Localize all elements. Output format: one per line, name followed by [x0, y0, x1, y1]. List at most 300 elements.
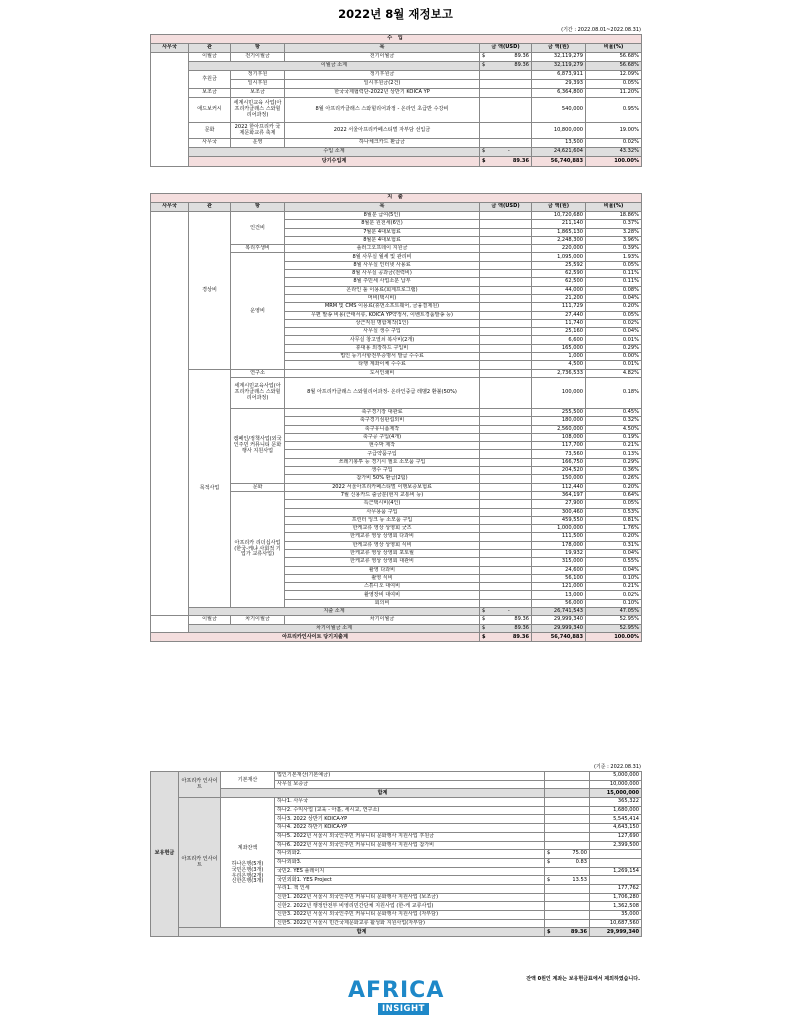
- income-won: 13,500: [532, 139, 586, 148]
- expense-hang: 문화: [231, 483, 285, 491]
- income-pct: 0.95%: [586, 98, 642, 123]
- expense-won: 29,999,340: [532, 616, 586, 624]
- logo-sub: INSIGHT: [378, 1003, 429, 1015]
- holdings-account-amt: [590, 876, 642, 885]
- holdings-account: 하나외화2.: [275, 850, 545, 859]
- expense-mok: 구급약품구입: [285, 450, 480, 458]
- income-total-usd: 89.36: [487, 157, 532, 167]
- holdings-usd: [545, 789, 590, 798]
- expense-won: 6,600: [532, 336, 586, 344]
- expense-mok: 8월 사무실 공과금(전력비): [285, 270, 480, 278]
- expense-won: 2,248,300: [532, 236, 586, 244]
- income-mok: 전기이월금: [285, 53, 480, 62]
- expense-usd: [480, 336, 532, 344]
- expense-won: 112,440: [532, 483, 586, 491]
- expense-office-cell: [151, 212, 189, 616]
- expense-pct: 0.21%: [586, 583, 642, 591]
- expense-won: 150,000: [532, 475, 586, 483]
- carry-subtotal-label: 차기이월금 소계: [189, 624, 480, 632]
- expense-pct: 0.18%: [586, 377, 642, 408]
- expense-mok: 한케교류 영상 상영회 대관비: [285, 558, 480, 566]
- holdings-amt: 10,000,000: [590, 780, 642, 789]
- expense-pct: 0.36%: [586, 467, 642, 475]
- expense-pct: 0.02%: [586, 591, 642, 599]
- income-section-title: 수 입: [151, 35, 642, 44]
- expense-mok: 온라인 툴 이용료(회계프로그램): [285, 286, 480, 294]
- expense-usd: [480, 286, 532, 294]
- currency-symbol: $: [545, 928, 552, 937]
- income-mok: 8월 아프리카클래스 스와힐리어과정 - 온라인 초급반 수강비: [285, 98, 480, 123]
- holdings-account-usd: [545, 902, 590, 911]
- expense-pct: 0.53%: [586, 508, 642, 516]
- expense-usd: [480, 583, 532, 591]
- expense-usd: [480, 245, 532, 253]
- expense-pct: 0.39%: [586, 245, 642, 253]
- expense-pct: 0.05%: [586, 261, 642, 269]
- expense-won: 11,740: [532, 319, 586, 327]
- holdings-account: 하나1. 사무국: [275, 798, 545, 807]
- income-hang: 정기후원: [231, 71, 285, 80]
- expense-mok: 촬영 식비: [285, 574, 480, 582]
- expense-usd: [480, 599, 532, 607]
- expense-pct: 0.55%: [586, 558, 642, 566]
- expense-won: 1,000: [532, 353, 586, 361]
- expense-won: 1,865,130: [532, 228, 586, 236]
- expense-won: 121,000: [532, 583, 586, 591]
- expense-pct: 0.10%: [586, 599, 642, 607]
- expense-pct: 0.01%: [586, 336, 642, 344]
- holdings-account-usd: 13.53: [552, 876, 590, 885]
- expense-won: 111,500: [532, 533, 586, 541]
- holdings-account: 하나3. 2022 상반기 KOICA-YP: [275, 815, 545, 824]
- expense-mok: 7월분 4대보험료: [285, 228, 480, 236]
- currency-symbol: $: [480, 616, 487, 624]
- expense-mok: 타행 계좌이체 수수료: [285, 361, 480, 369]
- expense-mok: 생수 구입: [285, 467, 480, 475]
- holdings-usd: [545, 772, 590, 781]
- expense-usd: [480, 369, 532, 377]
- holdings-org: 아프리카 인사이트: [179, 798, 221, 928]
- holdings-account-amt: 5,545,414: [590, 815, 642, 824]
- holdings-total-amt: 29,999,340: [590, 928, 642, 937]
- col-gwan: 관: [189, 203, 231, 212]
- income-subtotal-label: 수입 소계: [189, 148, 480, 157]
- income-gwan: 사무국: [189, 139, 231, 148]
- holdings-table: [150, 771, 642, 937]
- expense-usd: [480, 328, 532, 336]
- income-mok: 한국국제협력단-2022년 상반기 KOICA YP: [285, 89, 480, 98]
- report-period: (기간 : 2022.08.01~2022.08.31): [561, 27, 641, 33]
- holdings-total-label: 합계: [179, 928, 545, 937]
- expense-mok: 사무실 생수 구입: [285, 328, 480, 336]
- holdings-usd: [545, 780, 590, 789]
- expense-won: 62,500: [532, 278, 586, 286]
- expense-pct: 1.76%: [586, 525, 642, 533]
- expense-table: [150, 193, 642, 642]
- expense-mok: 축구경기장 대관료: [285, 408, 480, 416]
- col-hang: 항: [231, 44, 285, 53]
- expense-usd: [480, 442, 532, 450]
- expense-usd: [480, 319, 532, 327]
- col-won: 금 액(원): [532, 203, 586, 212]
- expense-pct: 0.11%: [586, 270, 642, 278]
- expense-won: 13,000: [532, 591, 586, 599]
- expense-won: 180,000: [532, 417, 586, 425]
- income-carry-subtotal-label: 이월금 소계: [189, 62, 480, 71]
- expense-won: 300,460: [532, 508, 586, 516]
- expense-mok: 차기이월금: [285, 616, 480, 624]
- holdings-account-usd: [545, 919, 590, 928]
- holdings-account: 하나6. 2022년 서울시 외국인주민 커뮤니티 문화행사 지원사업 참가비: [275, 841, 545, 850]
- income-hang: 운영: [231, 139, 285, 148]
- income-pct: 56.68%: [586, 53, 642, 62]
- expense-pct: 0.10%: [586, 574, 642, 582]
- currency-symbol: $: [480, 53, 487, 62]
- holdings-account: 하나4. 2022 하반기 KOICA-YP: [275, 824, 545, 833]
- africa-insight-logo: [340, 978, 450, 1018]
- holdings-account-usd: [545, 815, 590, 824]
- expense-usd: [480, 491, 532, 499]
- expense-won: 211,140: [532, 220, 586, 228]
- currency-symbol: $: [545, 876, 552, 885]
- expense-mok: 프린터 잉크 등 소모품 구입: [285, 516, 480, 524]
- expense-mok: 한케교류 영상 상영회 굿즈: [285, 525, 480, 533]
- income-mok: 일시후원금(2건): [285, 80, 480, 89]
- expense-subtotal-pct: 47.05%: [586, 608, 642, 616]
- expense-won: 315,000: [532, 558, 586, 566]
- expense-mok: 한케교류 영상 상영회 식비: [285, 541, 480, 549]
- holdings-account-usd: [545, 841, 590, 850]
- holdings-account-amt: 127,690: [590, 832, 642, 841]
- expense-hang: 복리후생비: [231, 245, 285, 253]
- expense-mok: 한케교류 영상 상영회 다과비: [285, 533, 480, 541]
- income-won: 32,119,279: [532, 53, 586, 62]
- expense-mok: 7월 신용카드 출금분(현지 교통비 등): [285, 491, 480, 499]
- currency-symbol: $: [480, 62, 487, 71]
- expense-won: 178,000: [532, 541, 586, 549]
- expense-usd: [480, 353, 532, 361]
- income-usd: 89.36: [487, 53, 532, 62]
- expense-hang: 인건비: [231, 212, 285, 245]
- income-office-cell: [151, 53, 189, 167]
- expense-usd: 89.36: [487, 616, 532, 624]
- expense-hang: 운영비: [231, 253, 285, 369]
- holdings-account-amt: 1,362,508: [590, 902, 642, 911]
- expense-pct: 3.96%: [586, 236, 642, 244]
- expense-won: 27,440: [532, 311, 586, 319]
- expense-pct: 0.29%: [586, 458, 642, 466]
- base-date: (기준 : 2022.08.31): [593, 764, 641, 770]
- income-total-won: 56,740,883: [532, 157, 586, 167]
- currency-symbol: $: [545, 858, 552, 867]
- expense-won: 2,736,533: [532, 369, 586, 377]
- income-hang: 전기이월금: [231, 53, 285, 62]
- holdings-main-label: 보유현금: [151, 772, 179, 937]
- expense-hang: 차기이월금: [231, 616, 285, 624]
- expense-usd: [480, 558, 532, 566]
- logo-main: AFRICA: [348, 978, 445, 1003]
- expense-won: 204,520: [532, 467, 586, 475]
- income-mok: 정기후원금: [285, 71, 480, 80]
- expense-mok: 촬영 다과비: [285, 566, 480, 574]
- currency-symbol: $: [480, 608, 487, 616]
- expense-pct: 0.20%: [586, 303, 642, 311]
- expense-usd: [480, 228, 532, 236]
- expense-gwan: 이월금: [189, 616, 231, 624]
- holdings-account-group: [221, 798, 275, 928]
- col-won: 금 액(원): [532, 44, 586, 53]
- expense-pct: 0.04%: [586, 549, 642, 557]
- expense-won: 165,000: [532, 344, 586, 352]
- income-gwan: 문화: [189, 123, 231, 139]
- col-office: 사무국: [151, 203, 189, 212]
- holdings-account-amt: 1,269,154: [590, 867, 642, 876]
- page-title: 2022년 8월 재정보고: [338, 7, 453, 21]
- expense-won: 44,000: [532, 286, 586, 294]
- expense-won: 25,160: [532, 328, 586, 336]
- expense-usd: [480, 344, 532, 352]
- expense-usd: [480, 408, 532, 416]
- expense-won: 1,000,000: [532, 525, 586, 533]
- holdings-account: 신한5. 2022년 서울시 민간국제문화교류 활성화 지원사업(자부담): [275, 919, 545, 928]
- income-won: 6,364,800: [532, 89, 586, 98]
- expense-usd: [480, 467, 532, 475]
- expense-mok: 도서인쇄비: [285, 369, 480, 377]
- expense-mok: 사무용품 구입: [285, 508, 480, 516]
- income-pct: 0.02%: [586, 139, 642, 148]
- holdings-account-usd: [545, 832, 590, 841]
- income-mok: 2022 서울아프리카페스티벌 자부담 선입금: [285, 123, 480, 139]
- expense-hang: 연구소: [231, 369, 285, 377]
- expense-won: 25,592: [532, 261, 586, 269]
- expense-mok: 8월분 급여(5인): [285, 212, 480, 220]
- carry-subtotal-pct: 52.95%: [586, 624, 642, 632]
- expense-pct: 0.19%: [586, 433, 642, 441]
- expense-usd: [480, 591, 532, 599]
- expense-mok: 8월분 4대보험료: [285, 236, 480, 244]
- expense-total-label: 아프리카인사이트 당기지출계: [151, 632, 480, 642]
- expense-mok: 상근직원 명함제작(1인): [285, 319, 480, 327]
- expense-mok: 사무실 창고열쇠 복사비(2개): [285, 336, 480, 344]
- expense-pct: 4.82%: [586, 369, 642, 377]
- expense-mok: 현수막 제작: [285, 442, 480, 450]
- expense-won: 10,720,680: [532, 212, 586, 220]
- expense-usd: [480, 377, 532, 408]
- holdings-account-usd: [545, 806, 590, 815]
- expense-mok: 머비(택시비): [285, 294, 480, 302]
- expense-usd: [480, 549, 532, 557]
- holdings-account-amt: 1,680,000: [590, 806, 642, 815]
- holdings-account-usd: [545, 824, 590, 833]
- income-subtotal-pct: 43.32%: [586, 148, 642, 157]
- holdings-account-amt: 35,000: [590, 911, 642, 920]
- holdings-amt: 5,000,000: [590, 772, 642, 781]
- expense-mok: 축구유니폼제작: [285, 425, 480, 433]
- dash: -: [487, 608, 532, 616]
- expense-total-usd: 89.36: [487, 632, 532, 642]
- expense-pct: 0.45%: [586, 408, 642, 416]
- expense-pct: 0.32%: [586, 417, 642, 425]
- income-pct: 12.09%: [586, 71, 642, 80]
- expense-won: 459,550: [532, 516, 586, 524]
- expense-subtotal-won: 26,741,543: [532, 608, 586, 616]
- expense-pct: 0.05%: [586, 500, 642, 508]
- expense-won: 117,700: [532, 442, 586, 450]
- dash: -: [487, 148, 532, 157]
- expense-pct: 0.20%: [586, 483, 642, 491]
- expense-gwan: 경상비: [189, 212, 231, 370]
- expense-pct: 0.31%: [586, 541, 642, 549]
- expense-usd: [480, 500, 532, 508]
- income-gwan: 보조금: [189, 89, 231, 98]
- expense-usd: [480, 270, 532, 278]
- income-gwan: 후원금: [189, 71, 231, 89]
- holdings-account-amt: 1,706,280: [590, 893, 642, 902]
- holdings-account-amt: 10,687,560: [590, 919, 642, 928]
- expense-won: 2,560,000: [532, 425, 586, 433]
- col-pct: 비율(%): [586, 44, 642, 53]
- income-carry-subtotal-usd: 89.36: [487, 62, 532, 71]
- currency-symbol: $: [480, 157, 487, 167]
- expense-pct: 0.00%: [586, 353, 642, 361]
- income-gwan: 이월금: [189, 53, 231, 62]
- holdings-account: 신한3. 2022년 서울시 외국인주민 커뮤니티 문화행사 지원사업 (자부담): [275, 911, 545, 920]
- holdings-account-usd: [545, 884, 590, 893]
- expense-usd: [480, 483, 532, 491]
- holdings-subtotal-amt: 15,000,000: [590, 789, 642, 798]
- expense-mok: 8월분 원천세(6인): [285, 220, 480, 228]
- expense-usd: [480, 450, 532, 458]
- expense-mok: 축구경기심판섭외비: [285, 417, 480, 425]
- expense-pct: 0.37%: [586, 220, 642, 228]
- expense-pct: 0.04%: [586, 328, 642, 336]
- income-won: 6,873,911: [532, 71, 586, 80]
- expense-usd: [480, 294, 532, 302]
- expense-won: 56,000: [532, 599, 586, 607]
- expense-hang: 아프리카 리더십사업 (한국-케냐 사회적 기업가 교류사업): [231, 491, 285, 607]
- expense-mok: MRM 및 CMS 이용료(휴먼소프트웨어, 금융결제원): [285, 303, 480, 311]
- expense-usd: [480, 361, 532, 369]
- holdings-item: 사무실 보증금: [275, 780, 545, 789]
- income-carry-subtotal-pct: 56.68%: [586, 62, 642, 71]
- income-won: 10,800,000: [532, 123, 586, 139]
- expense-total-won: 56,740,883: [532, 632, 586, 642]
- expense-mok: 스튜디오 대여비: [285, 583, 480, 591]
- currency-symbol: $: [480, 632, 487, 642]
- expense-won: 4,500: [532, 361, 586, 369]
- holdings-total-usd: 89.36: [552, 928, 590, 937]
- holdings-subtotal-label: 합계: [221, 789, 545, 798]
- holdings-account: 신한2. 2022년 행정안전부 비영리민간단체 지원사업 (한-케 교류사업): [275, 902, 545, 911]
- holdings-account-amt: 4,643,150: [590, 824, 642, 833]
- holdings-account-amt: 2,399,500: [590, 841, 642, 850]
- expense-mok: 플러그오프데이 지원금: [285, 245, 480, 253]
- expense-pct: 0.11%: [586, 278, 642, 286]
- expense-usd: [480, 425, 532, 433]
- expense-pct: 52.95%: [586, 616, 642, 624]
- expense-mok: 8월 사무실 인터넷 사용료: [285, 261, 480, 269]
- currency-symbol: $: [480, 624, 487, 632]
- expense-gwan: 목적사업: [189, 369, 231, 607]
- acct-label: 계좌잔액: [237, 845, 258, 852]
- expense-mok: 우편 발송 비용(근태서류, KOICA YP약정서, 이벤트경품발송 등): [285, 311, 480, 319]
- expense-usd: [480, 220, 532, 228]
- expense-won: 220,000: [532, 245, 586, 253]
- expense-usd: [480, 417, 532, 425]
- expense-pct: 0.26%: [586, 475, 642, 483]
- income-total-pct: 100.00%: [586, 157, 642, 167]
- col-usd: 금 액(USD): [480, 203, 532, 212]
- income-carry-subtotal-won: 32,119,279: [532, 62, 586, 71]
- expense-mok: 법인 등기사항전부증명서 발급 수수료: [285, 353, 480, 361]
- income-gwan: 애드보커시: [189, 98, 231, 123]
- income-won: 540,000: [532, 98, 586, 123]
- expense-usd: [480, 541, 532, 549]
- expense-total-pct: 100.00%: [586, 632, 642, 642]
- col-mok: 목: [285, 44, 480, 53]
- expense-won: 62,590: [532, 270, 586, 278]
- expense-usd: [480, 261, 532, 269]
- expense-pct: 0.13%: [586, 450, 642, 458]
- expense-usd: [480, 278, 532, 286]
- expense-pct: 18.86%: [586, 212, 642, 220]
- col-hang: 항: [231, 203, 285, 212]
- income-pct: 19.00%: [586, 123, 642, 139]
- expense-won: 100,000: [532, 377, 586, 408]
- income-pct: 11.20%: [586, 89, 642, 98]
- col-usd: 금 액(USD): [480, 44, 532, 53]
- holdings-account: 국민2. YES 플레이지: [275, 867, 545, 876]
- expense-won: 108,000: [532, 433, 586, 441]
- expense-usd: [480, 525, 532, 533]
- carry-subtotal-won: 29,999,340: [532, 624, 586, 632]
- expense-pct: 0.05%: [586, 311, 642, 319]
- expense-won: 364,197: [532, 491, 586, 499]
- carry-subtotal-usd: 89.36: [487, 624, 532, 632]
- expense-usd: [480, 236, 532, 244]
- income-hang: 보조금: [231, 89, 285, 98]
- holdings-account-usd: [545, 798, 590, 807]
- holdings-account: 하나5. 2022년 서울시 외국인주민 커뮤니티 문화행사 지원사업 후원금: [275, 832, 545, 841]
- expense-subtotal-label: 지출 소계: [189, 608, 480, 616]
- col-pct: 비율(%): [586, 203, 642, 212]
- expense-pct: 0.20%: [586, 533, 642, 541]
- holdings-account-usd: 0.83: [552, 858, 590, 867]
- expense-won: 21,200: [532, 294, 586, 302]
- expense-pct: 1.93%: [586, 253, 642, 261]
- col-gwan: 관: [189, 44, 231, 53]
- income-mok: 하나체크카드 환급금: [285, 139, 480, 148]
- income-pct: 0.05%: [586, 80, 642, 89]
- expense-pct: 0.08%: [586, 286, 642, 294]
- footnote: 잔액 0원인 계좌는 보유현금표에서 제외하였습니다.: [526, 976, 640, 982]
- expense-pct: 0.21%: [586, 442, 642, 450]
- holdings-account: 국민외화1. YES Project: [275, 876, 545, 885]
- expense-won: 27,900: [532, 500, 586, 508]
- expense-hang: 캠페인/정책사업(외국인주민 커뮤니티 문화행사 지원사업: [231, 408, 285, 483]
- income-table: [150, 34, 642, 167]
- expense-mok: 회의비: [285, 599, 480, 607]
- expense-pct: 0.04%: [586, 294, 642, 302]
- expense-mok: 축구공 구입(4개): [285, 433, 480, 441]
- income-won: 29,393: [532, 80, 586, 89]
- expense-usd: [480, 433, 532, 441]
- expense-usd: [480, 508, 532, 516]
- expense-usd: [480, 212, 532, 220]
- expense-won: 1,095,000: [532, 253, 586, 261]
- expense-mok: 촬영장비 대여비: [285, 591, 480, 599]
- expense-mok: 8월 주민세 사업소분 납부: [285, 278, 480, 286]
